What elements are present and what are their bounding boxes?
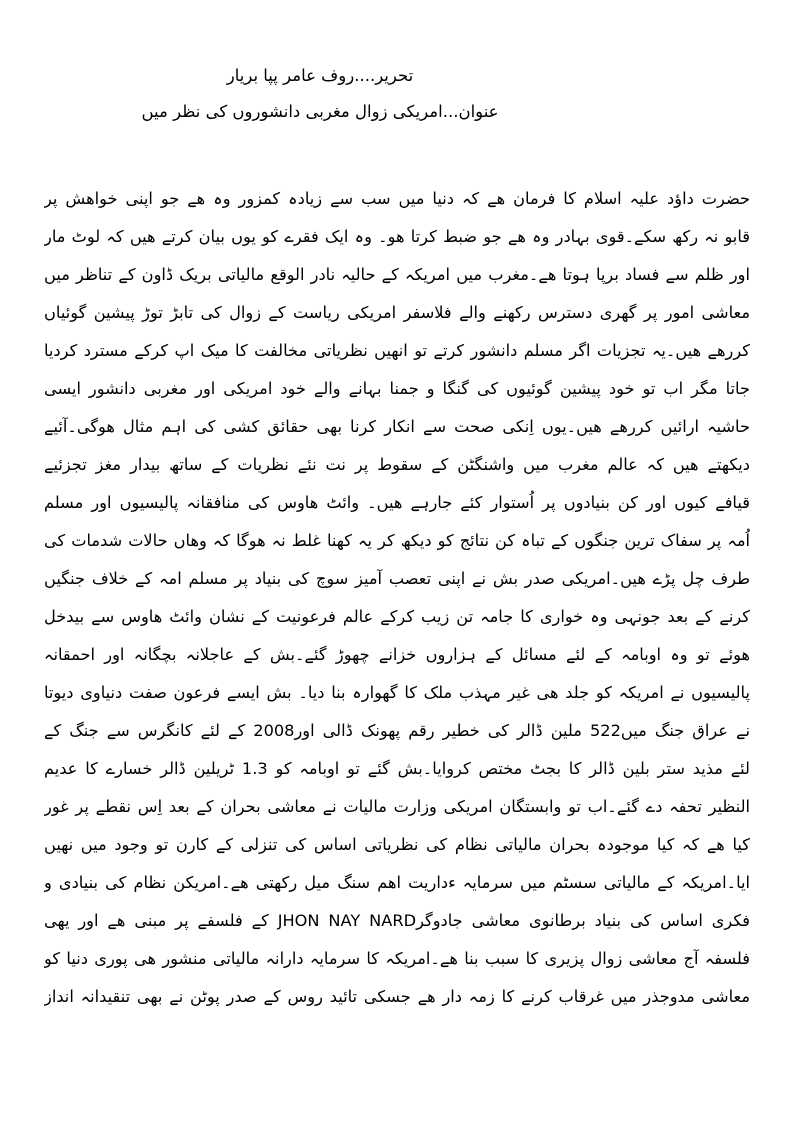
body-line: ھوئے تو وہ اوبامہ کے لئے مسائل کے ہزاروں خزانے چھوڑ گئے۔بش کے عاجلانہ بچگانہ اور احمقانہ: [44, 645, 750, 664]
body-line: النظیر تحفہ دے گئے۔اب تو وابستگان امریکی وزارت مالیات نے معاشی بحران کے بعد اِس نقطے پر غور: [44, 797, 750, 816]
body-line: پالیسیوں نے امریکہ کو جلد ھی غیر مہذب ملک کا گھوارہ بنا دیا۔ بش ایسے فرعون صفت دنیاوی دیوتا: [44, 683, 750, 702]
body-line: کررھے ھیں۔یہ تجزیات اگر مسلم دانشور کرتے تو انھیں نظریاتی مخالفت کا میک اپ کرکے مسترد کردیا: [44, 341, 750, 360]
body-line: قابو نہ رکھ سکے۔قوی بہادر وہ ھے جو ضبط کرتا ھو۔ وہ ایک فقرے کو یوں بیان کرتے ھیں کہ لوٹ مار: [44, 227, 750, 246]
article-header: [120, 62, 520, 126]
body-line: کیا ھے کہ کیا موجودہ بحران مالیاتی نظام کی نظریاتی اساس کی تنزلی کے کارن تو وجود میں نھیں: [44, 835, 750, 854]
article-body: [44, 180, 750, 1016]
body-line: اور ظلم سے فساد برپا ہوتا ھے۔مغرب میں امریکہ کے حالیہ نادر الوقع مالیاتی بریک ڈاون کے تناظر میں: [44, 265, 750, 284]
body-line: فلسفہ آج معاشی زوال پزیری کا سبب بنا ھے۔امریکہ کا سرمایہ دارانہ مالیاتی منشور ھی پوری دنیا کو: [44, 949, 750, 968]
body-line: حاشیہ ارائیں کررھے ھیں۔یوں اِنکی صحت سے انکار کرنا بھی حقائق کشی کی اہم مثال ھوگی۔آئیے: [44, 417, 750, 436]
body-line: جاتا مگر اب تو خود پیشین گوئیوں کی گنگا و جمنا بہانے والے خود امریکی اور مغربی دانشور ایسی: [44, 379, 750, 398]
body-line: ایا۔امریکہ کے مالیاتی سسٹم میں سرمایہ ءداریت اھم سنگ میل رکھتی ھے۔امریکن نظام کی بنیادی و: [44, 873, 750, 892]
article-title: عنوان...امریکی زوال مغربی دانشوروں کی نظر میں: [141, 102, 499, 121]
body-line: کرنے کے بعد جونہی وہ خواری کا جامہ تن زیب کرکے عالم فرعونیت کے نشان وائٹ ھاوس سے بیدخل: [44, 607, 750, 626]
body-line: حضرت داؤد علیہ اسلام کا فرمان ھے کہ دنیا میں سب سے زیادہ کمزور وہ ھے جو اپنی خواھش پر: [44, 189, 750, 208]
body-line: اُمہ پر سفاک ترین جنگوں کے تباہ کن نتائج کو دیکھ کر یہ کھنا غلط نہ ھوگا کہ وھاں حالات شدمات کی: [44, 531, 750, 550]
body-line: معاشی امور پر گھری دسترس رکھنے والے فلاسفر امریکی ریاست کے زوال کی تابڑ توڑ پیشین گوئیاں: [44, 303, 750, 322]
body-line: قیافے کیوں اور کن بنیادوں پر اُستوار کئے جارہے ھیں۔ وائٹ ھاوس کی منافقانہ پالیسیوں اور مسلم: [44, 493, 750, 512]
body-line: لئے مذید ستر بلین ڈالر کا بجٹ مختص کروایا۔بش گئے تو اوبامہ کو 1.3 ٹریلین ڈالر خسارے کا عدیم: [44, 759, 750, 778]
body-line: طرف چل پڑے ھیں۔امریکی صدر بش نے اپنی تعصب آمیز سوچ کی بنیاد پر مسلم امہ کے خلاف جنگیں: [44, 569, 750, 588]
body-line: معاشی مدوجذر میں غرقاب کرنے کا زمہ دار ھے جسکی تائید روس کے صدر پوٹن نے بھی تنقیدانہ انداز: [44, 987, 750, 1006]
body-line: دیکھتے ھیں کہ عالم مغرب میں واشنگٹن کے سقوط پر نت نئے نظریات کے ساتھ بیدار مغز تجزئیے: [44, 455, 750, 474]
author-line: تحریر....روف عامر پپا بریار: [226, 66, 414, 85]
body-line: نے عراق جنگ میں522 ملین ڈالر کی خطیر رقم پھونک ڈالی اور2008 کے لئے کانگرس سے جنگ کے: [44, 721, 750, 740]
body-line: فکری اساس کی بنیاد برطانوی معاشی جادوگرJHON NAY NARD کے فلسفے پر مبنی ھے اور یھی: [44, 911, 750, 930]
